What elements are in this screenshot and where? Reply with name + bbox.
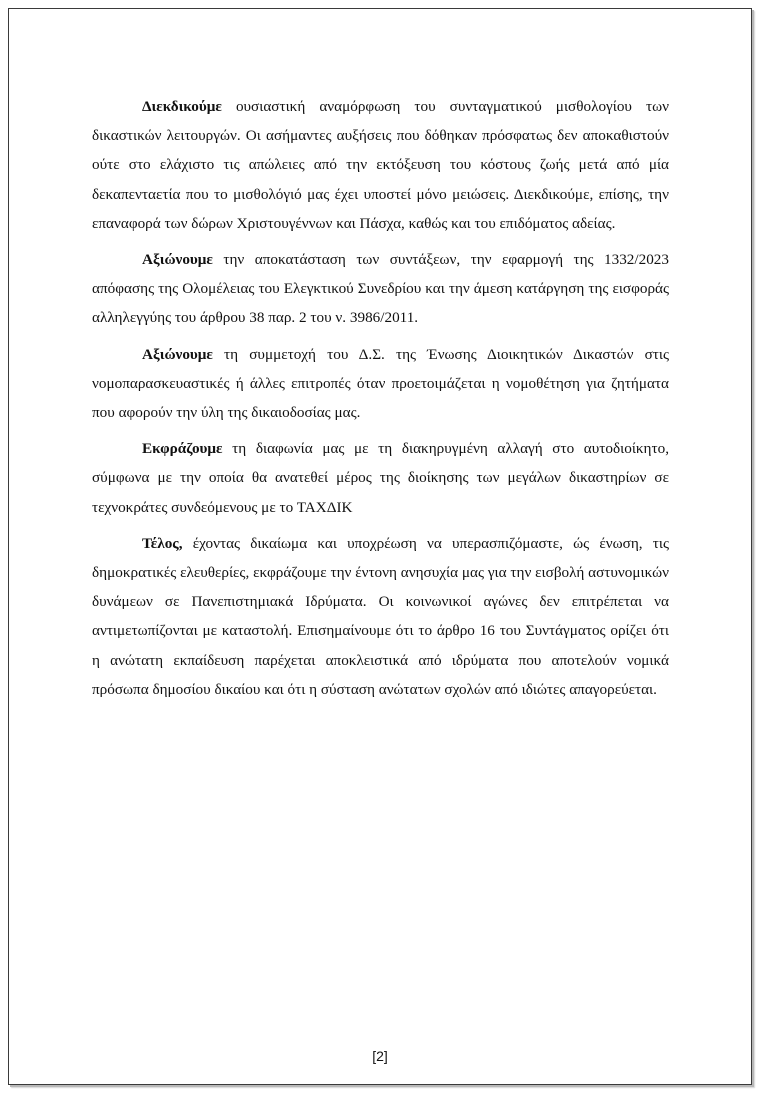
paragraph-text: την αποκατάσταση των συντάξεων, την εφαρμογή της 1332/2023 απόφασης της Ολομέλειας του Ελεγκτικού Συνεδρίου και την άμεση κατάργηση της εισφοράς αλληλεγγύης του άρθρου 38 παρ. 2 του ν. 3986/2011.: [92, 251, 669, 327]
paragraph-closing-statement: [92, 529, 669, 704]
paragraph-lead: Αξιώνουμε: [142, 251, 213, 269]
paragraph-lead: Εκφράζουμε: [142, 440, 223, 458]
document-body: [92, 92, 669, 711]
paragraph-pensions-demand: [92, 245, 669, 333]
paragraph-lead: Διεκδικούμε: [142, 98, 222, 115]
paragraph-salary-demand: [92, 92, 669, 238]
paragraph-text: τη συμμετοχή του Δ.Σ. της Ένωσης Διοικητικών Δικαστών στις νομοπαρασκευαστικές ή άλλες επιτροπές όταν προετοιμάζεται η νομοθέτηση για ζητήματα που αφορούν την ύλη της δικαιοδοσίας μας.: [92, 345, 669, 422]
paragraph-text: τη διαφωνία μας με τη διακηρυγμένη αλλαγή στο αυτοδιοίκητο, σύμφωνα με την οποία θα ανατεθεί μέρος της διοίκησης των μεγάλων δικαστηρίων σε τεχνοκράτες συνδεόμενους με το ΤΑΧΔΙΚ: [92, 440, 669, 516]
paragraph-lead: Αξιώνουμε: [142, 345, 213, 363]
page-number: [2]: [372, 1048, 388, 1064]
paragraph-self-governance-disagreement: [92, 434, 669, 522]
paragraph-participation-demand: [92, 340, 669, 428]
paragraph-lead: Τέλος,: [142, 534, 183, 552]
paragraph-text: έχοντας δικαίωμα και υποχρέωση να υπερασπιζόμαστε, ώς ένωση, τις δημοκρατικές ελευθερίες, εκφράζουμε την έντονη ανησυχία μας για την εισβολή αστυνομικών δυνάμεων σε Πανεπιστημιακά Ιδρύματα. Οι κοινωνικοί αγώνες δεν επιτρέπεται να αντιμετωπίζονται με καταστολή. Επισημαίνουμε ότι το άρθρο 16 του Συντάγματος ορίζει ότι η ανώτατη εκπαίδευση παρέχεται αποκλειστικά από ιδρύματα που αποτελούν νομικά πρόσωπα δημοσίου δικαίου και ότι η σύσταση ανώτατων σχολών από ιδιώτες απαγορεύεται.: [92, 534, 669, 698]
paragraph-text: ουσιαστική αναμόρφωση του συνταγματικού μισθολογίου των δικαστικών λειτουργών. Οι ασήμαντες αυξήσεις που δόθηκαν πρόσφατως δεν αποκαθιστούν ούτε στο ελάχιστο τις απώλειες από την εκτόξευση του κόστους ζωής μετά από μία δεκαπενταετία που το μισθολόγιό μας έχει υποστεί μόνο μειώσεις. Διεκδικούμε, επίσης, την επαναφορά των δώρων Χριστουγέννων και Πάσχα, καθώς και του επιδόματος αδείας.: [92, 98, 669, 232]
